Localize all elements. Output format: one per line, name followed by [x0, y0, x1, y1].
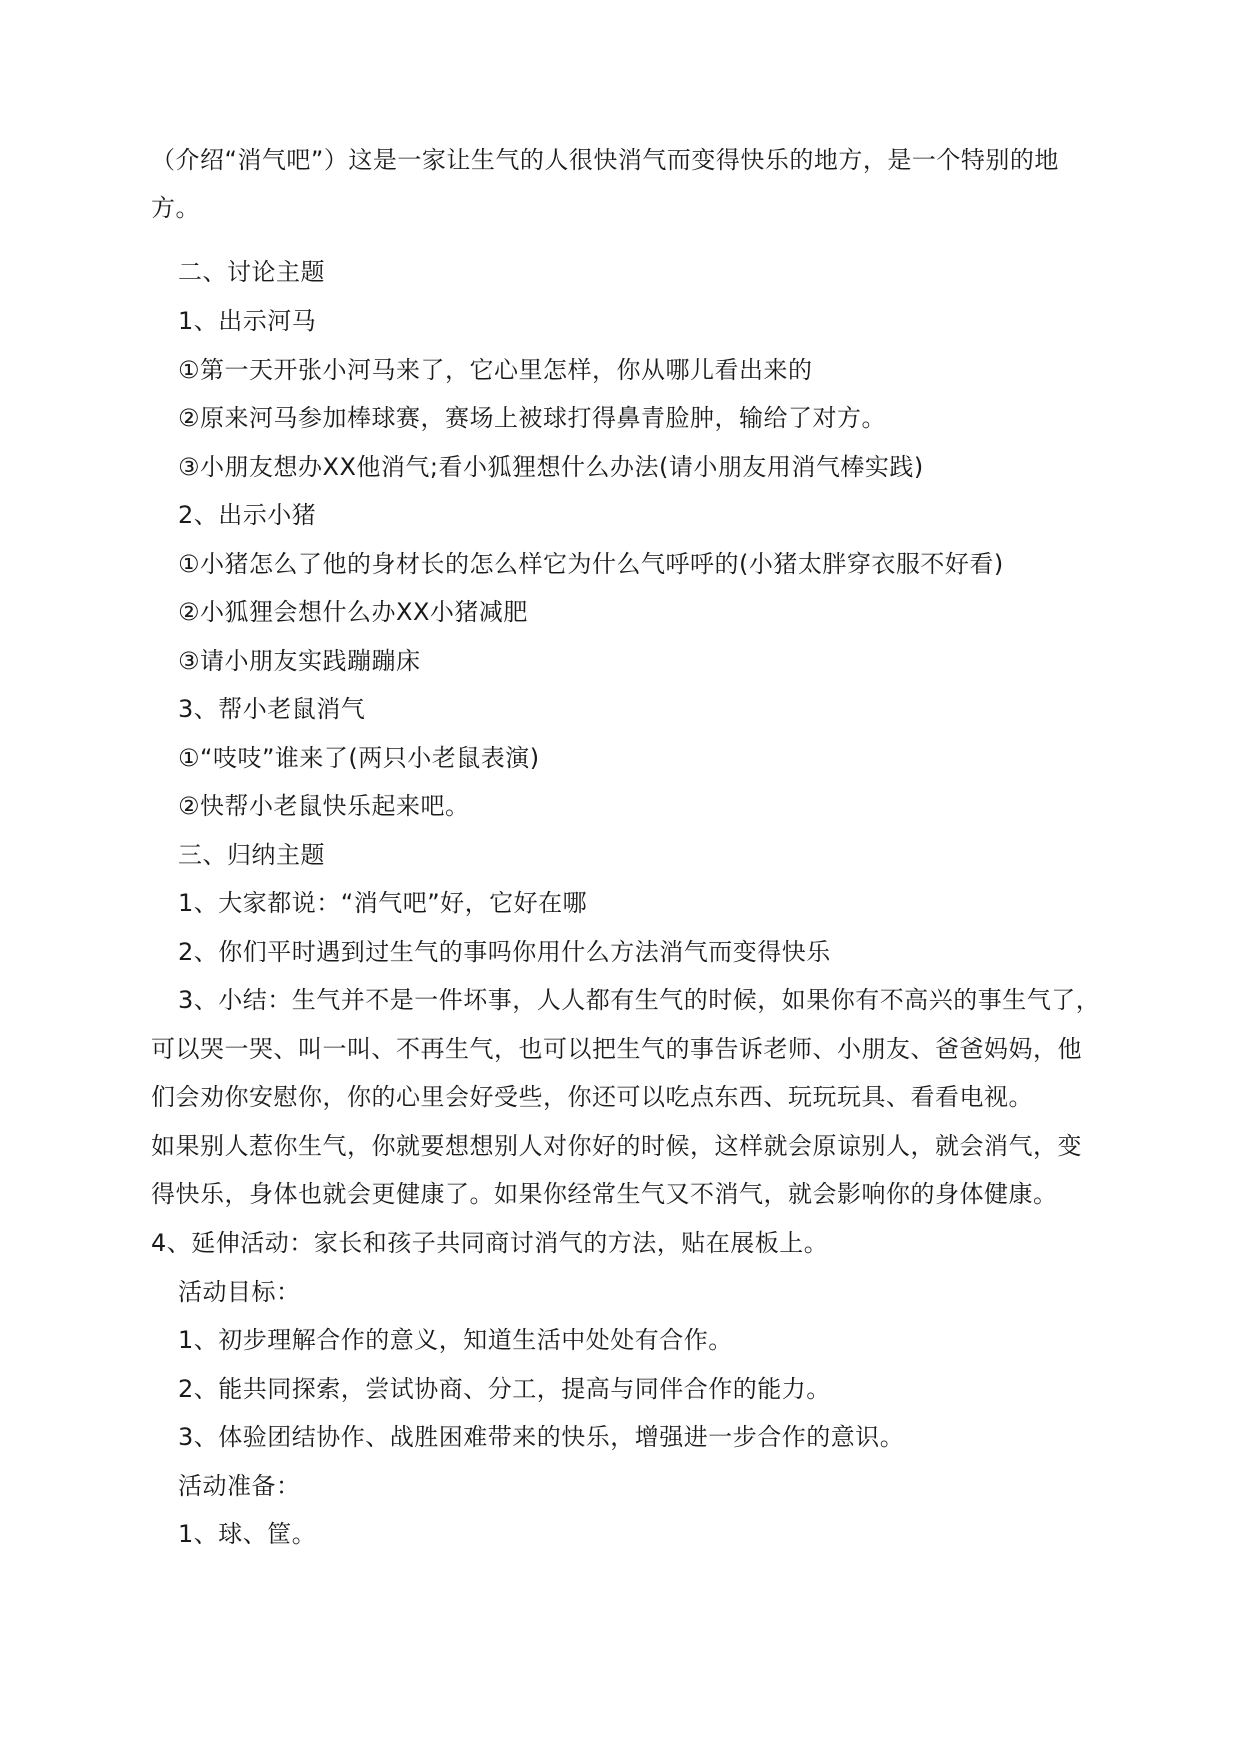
paragraph-line: 1、初步理解合作的意义，知道生活中处处有合作。 [178, 1326, 733, 1354]
paragraph-line: ②小狐狸会想什么办XX小猪减肥 [178, 598, 528, 626]
paragraph-line: ③请小朋友实践蹦蹦床 [178, 647, 421, 675]
section-heading: 二、讨论主题 [178, 258, 325, 286]
paragraph-line: ①“吱吱”谁来了(两只小老鼠表演) [178, 744, 540, 772]
paragraph-line: ①小猪怎么了他的身材长的怎么样它为什么气呼呼的(小猪太胖穿衣服不好看) [178, 550, 1004, 578]
paragraph-line: 2、能共同探索，尝试协商、分工，提高与同伴合作的能力。 [178, 1375, 831, 1403]
paragraph-line: 方。 [151, 194, 200, 222]
paragraph-line: ②原来河马参加棒球赛，赛场上被球打得鼻青脸肿，输给了对方。 [178, 404, 887, 432]
paragraph-line: 4、延伸活动：家长和孩子共同商讨消气的方法，贴在展板上。 [151, 1229, 829, 1257]
section-heading: 活动目标： [178, 1278, 301, 1306]
paragraph-line: 可以哭一哭、叫一叫、不再生气，也可以把生气的事告诉老师、小朋友、爸爸妈妈，他 [151, 1035, 1082, 1063]
paragraph-line: 得快乐，身体也就会更健康了。如果你经常生气又不消气，就会影响你的身体健康。 [151, 1180, 1058, 1208]
paragraph-line: ①第一天开张小河马来了，它心里怎样，你从哪儿看出来的 [178, 356, 813, 384]
paragraph-line: 1、出示河马 [178, 307, 317, 335]
paragraph-line: （介绍“消气吧”）这是一家让生气的人很快消气而变得快乐的地方，是一个特别的地 [151, 146, 1059, 174]
section-heading: 三、归纳主题 [178, 841, 325, 869]
paragraph-line: 3、小结：生气并不是一件坏事，人人都有生气的时候，如果你有不高兴的事生气了， [178, 986, 1101, 1014]
section-heading: 活动准备： [178, 1472, 301, 1500]
paragraph-line: 们会劝你安慰你，你的心里会好受些，你还可以吃点东西、玩玩玩具、看看电视。 [151, 1083, 1033, 1111]
paragraph-line: 3、帮小老鼠消气 [178, 695, 366, 723]
paragraph-line: 如果别人惹你生气，你就要想想别人对你好的时候，这样就会原谅别人，就会消气，变 [151, 1132, 1082, 1160]
paragraph-line: 3、体验团结协作、战胜困难带来的快乐，增强进一步合作的意识。 [178, 1423, 905, 1451]
paragraph-line: ③小朋友想办XX他消气;看小狐狸想什么办法(请小朋友用消气棒实践) [178, 453, 924, 481]
paragraph-line: ②快帮小老鼠快乐起来吧。 [178, 792, 470, 820]
paragraph-line: 1、球、筐。 [178, 1520, 317, 1548]
paragraph-line: 2、你们平时遇到过生气的事吗你用什么方法消气而变得快乐 [178, 938, 831, 966]
paragraph-line: 1、大家都说：“消气吧”好，它好在哪 [178, 889, 588, 917]
paragraph-line: 2、出示小猪 [178, 501, 317, 529]
